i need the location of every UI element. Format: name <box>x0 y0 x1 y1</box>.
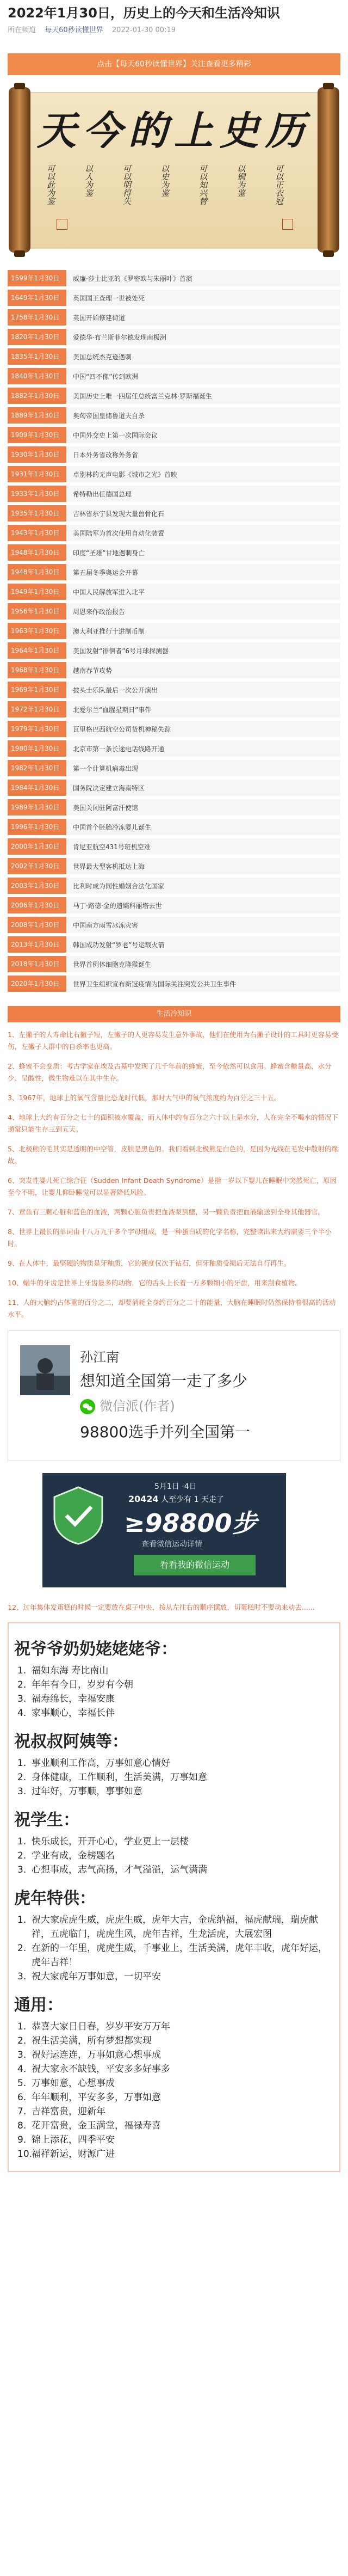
history-date: 1969年1月30日 <box>8 682 66 698</box>
history-date: 2008年1月30日 <box>8 917 66 933</box>
blessing-item <box>14 2119 334 2133</box>
history-row <box>8 858 340 874</box>
blessing-text: 学业有成，金榜题名 <box>32 1850 115 1861</box>
history-row <box>8 662 340 678</box>
blessing-item <box>14 1784 334 1799</box>
blessing-text: 祝好运连连，万事如意心想事成 <box>32 2050 161 2060</box>
trivia-note: 11、人的大脑约占体重的百分之二，却要消耗全身约百分之二十的能量，大脑在睡眠时仍然保持着很高的活动水平。 <box>8 1298 336 1318</box>
history-row <box>8 290 340 306</box>
history-date: 1930年1月30日 <box>8 446 66 463</box>
history-row <box>8 584 340 600</box>
history-row <box>8 407 340 424</box>
blessing-text: 福如东海 寿比南山 <box>32 1665 109 1676</box>
blessing-item <box>14 2062 334 2076</box>
history-row <box>8 721 340 737</box>
history-date: 1835年1月30日 <box>8 348 66 365</box>
history-row <box>8 838 340 855</box>
history-row <box>8 564 340 580</box>
scroll-verse: 以人为鉴 <box>84 164 94 197</box>
history-date: 2002年1月30日 <box>8 858 66 874</box>
history-date: 1948年1月30日 <box>8 564 66 580</box>
blessing-item <box>14 1863 334 1877</box>
avatar <box>20 1345 70 1395</box>
scroll-verses <box>46 164 301 241</box>
blessing-heading: 祝爷爷奶奶姥姥姥爷： <box>14 1640 177 1659</box>
trivia-note: 10、蜗牛的牙齿是世界上牙齿最多的动物，它的舌头上长着一万多颗细小的牙齿，用来刮食植物。 <box>8 1279 302 1287</box>
wechat-icon <box>80 1399 95 1414</box>
blessing-list <box>14 2020 334 2161</box>
history-event: 肯尼亚航空431号班机空难 <box>73 843 151 851</box>
history-date: 1649年1月30日 <box>8 290 66 306</box>
blessing-text: 花开富贵，金玉满堂，福禄寿喜 <box>32 2120 161 2131</box>
history-date: 1909年1月30日 <box>8 427 66 443</box>
history-event: 印度“圣雄”甘地遇刺身亡 <box>73 549 145 557</box>
history-event: 中国外交史上第一次国际会议 <box>73 431 158 439</box>
blessing-item <box>14 2034 334 2048</box>
history-event: 第一个计算机病毒出现 <box>73 764 139 772</box>
history-event: 美国总统杰克逊遇刺 <box>73 353 132 361</box>
history-event: 美国发射“徘徊者”6号月球探测器 <box>73 647 169 655</box>
steps-value: ≥98800步 <box>124 1508 257 1538</box>
blessing-text: 祝大家虎年万事如意，一切平安 <box>32 1971 161 1982</box>
history-date: 1984年1月30日 <box>8 780 66 796</box>
blessing-text: 恭喜大家日日春，岁岁平安万万年 <box>32 2021 170 2032</box>
blessing-text: 锦上添花，四季平安 <box>32 2135 115 2145</box>
history-row <box>8 701 340 717</box>
history-row <box>8 388 340 404</box>
blessing-text: 祝大家永不缺钱，平安多多好事多 <box>32 2064 170 2075</box>
history-event: 韩国成功发射“罗老”号运载火箭 <box>73 941 165 949</box>
blessing-text: 心想事成，志气高扬，才气溢溢，运气满满 <box>32 1864 207 1875</box>
blessing-number: 3. <box>17 1971 27 1982</box>
wechat-steps-share-image <box>8 1330 340 1596</box>
history-event: 美国历史上唯一四届任总统富兰克林·罗斯福诞生 <box>73 392 212 400</box>
blessing-text: 家事顺心，幸福长伴 <box>32 1708 115 1719</box>
history-date: 1968年1月30日 <box>8 662 66 678</box>
blessing-list <box>14 1664 334 1720</box>
blessing-text: 福寿绵长，幸福安康 <box>32 1694 115 1704</box>
scroll-verse: 可以此为鉴 <box>46 164 55 205</box>
history-date: 1758年1月30日 <box>8 309 66 326</box>
history-date: 1963年1月30日 <box>8 623 66 639</box>
red-seal-icon <box>57 219 67 230</box>
trivia-note: 7、章鱼有三颗心脏和蓝色的血液，两颗心脏负责把血液泵到鳃，另一颗负责把血液输送到全身其他器官。 <box>8 1208 325 1216</box>
blessing-number: 1. <box>17 1915 27 1925</box>
blessing-text: 福祥新运，财源广进 <box>32 2149 115 2160</box>
blessing-text: 年年顺利，平安多多，万事如意 <box>32 2092 161 2103</box>
steps-date: 5月1日 ·4日 <box>154 1482 197 1491</box>
history-event: 世界首例体细胞克隆猴诞生 <box>73 960 152 968</box>
history-event: 第五届冬季奥运会开幕 <box>73 568 139 576</box>
scroll-verse: 以史为鉴 <box>160 164 170 197</box>
history-date: 1972年1月30日 <box>8 701 66 717</box>
blessing-number: 9. <box>17 2135 27 2145</box>
scroll-verse: 可以知兴替 <box>198 164 208 205</box>
blessing-item <box>14 2090 334 2105</box>
history-event: 北京市第一条长途电话线路开通 <box>73 745 165 753</box>
history-date: 2000年1月30日 <box>8 838 66 855</box>
history-event: 澳大利亚推行十进制币制 <box>73 627 145 635</box>
trivia-notes <box>8 1029 340 1321</box>
history-event: 北爱尔兰“血腥星期日”事件 <box>73 706 152 714</box>
history-event: 威廉·莎士比亚的《罗密欧与朱丽叶》首演 <box>73 274 192 283</box>
blessing-text: 事业顺利工作高，万事如意心情好 <box>32 1758 170 1769</box>
history-date: 1956年1月30日 <box>8 603 66 620</box>
history-event: 中国南方雨雪冰冻灾害 <box>73 921 139 929</box>
history-row <box>8 799 340 815</box>
blessing-number: 3. <box>17 1864 27 1875</box>
history-event: 世界最大型客机抵达上海 <box>73 862 145 870</box>
history-row <box>8 270 340 286</box>
blessing-number: 1. <box>17 2021 27 2032</box>
history-row <box>8 976 340 992</box>
history-date: 1964年1月30日 <box>8 642 66 659</box>
steps-people-count: 20424 <box>128 1494 159 1504</box>
steps-count-line <box>128 1494 224 1505</box>
trivia-note: 6、突发性婴儿死亡综合征（Sudden Infant Death Syndrome）是指一岁以下婴儿在睡眠中突然死亡，原因至今不明，让婴儿仰卧睡觉可以显著降低风险。 <box>8 1176 337 1197</box>
scroll-verse: 以铜为鉴 <box>236 164 246 197</box>
blessing-text: 在新的一年里，虎虎生威，千事业上，生活美满，虎年丰收，虎年好运，虎年吉祥！ <box>32 1943 327 1968</box>
blessing-item <box>14 1941 334 1970</box>
certified-badge-icon <box>50 1485 107 1546</box>
trivia-note: 2、蜂蜜不会变质：考古学家在埃及古墓中发现了几千年前的蜂蜜，至今依然可以食用。蜂蜜含糖量高、水分少、呈酸性，微生物难以在其中生存。 <box>8 1062 332 1082</box>
trivia-note: 1、左撇子的人寿命比右撇子短，左撇子的人更容易发生意外事故，他们在使用为右撇子设计的工具时更容易受伤，左撇子人群中的自杀率也更高。 <box>8 1031 338 1051</box>
history-event: 奥匈帝国皇储鲁道夫自杀 <box>73 412 145 420</box>
history-date: 1840年1月30日 <box>8 368 66 384</box>
history-date: 1931年1月30日 <box>8 466 66 482</box>
history-event: 希特勒出任德国总理 <box>73 490 132 498</box>
avatar-graphic <box>20 1345 70 1395</box>
history-date: 1989年1月30日 <box>8 799 66 815</box>
history-event: 美国陆军为首次使用自动化装置 <box>73 529 165 537</box>
history-row <box>8 936 340 953</box>
blessing-item <box>14 1835 334 1849</box>
blessing-list <box>14 1835 334 1877</box>
history-row <box>8 348 340 365</box>
history-row <box>8 309 340 326</box>
history-event: 美国关闭驻阿富汗使馆 <box>73 804 139 812</box>
history-date: 1949年1月30日 <box>8 584 66 600</box>
history-date: 1996年1月30日 <box>8 819 66 835</box>
account-link[interactable]: 每天60秒读懂世界 <box>45 26 103 34</box>
blessing-heading: 祝学生： <box>14 1811 79 1830</box>
blessing-item <box>14 1664 334 1678</box>
history-row <box>8 525 340 541</box>
closing-note: 12、过年集体发蛋糕的时候一定要放在桌子中央，按从左往右的顺序摆放，切蛋糕时不要动来动去...... <box>8 1603 315 1611</box>
blessing-number: 8. <box>17 2120 27 2131</box>
follow-banner[interactable]: 点击【每天60秒读懂世界】关注查看更多精彩 <box>8 53 340 75</box>
blessing-item <box>14 2076 334 2090</box>
blessing-number: 4. <box>17 1708 27 1719</box>
blessing-heading: 通用： <box>14 1996 63 2015</box>
blessing-text: 祝生活美满，所有梦想都实现 <box>32 2035 152 2046</box>
history-event: 卓别林的无声电影《城市之光》首映 <box>73 470 178 479</box>
blessing-number: 2. <box>17 1850 27 1861</box>
blessing-number: 2. <box>17 1772 27 1783</box>
share-message-1: 想知道全国第一走了多少 <box>80 1372 248 1390</box>
blessing-item <box>14 1970 334 1984</box>
history-date: 2003年1月30日 <box>8 878 66 894</box>
history-row <box>8 780 340 796</box>
blessing-item <box>14 1756 334 1770</box>
history-row <box>8 486 340 502</box>
history-event: 披头士乐队最后一次公开演出 <box>73 686 158 694</box>
history-row <box>8 603 340 620</box>
history-event: 中国人民解放军进入北平 <box>73 588 145 596</box>
history-date: 1943年1月30日 <box>8 525 66 541</box>
share-user-name: 孙江南 <box>80 1350 119 1365</box>
history-row <box>8 427 340 443</box>
section-title: 生活冷知识 <box>8 1006 340 1022</box>
blessing-item <box>14 2048 334 2062</box>
history-row <box>8 740 340 757</box>
blessing-number: 2. <box>17 1679 27 1690</box>
scroll-title: 天今的上史历 <box>36 107 311 154</box>
history-event: 越南春节攻势 <box>73 666 113 674</box>
blessing-item <box>14 1913 334 1941</box>
blessing-number: 10. <box>17 2149 33 2160</box>
trivia-note: 3、1967年，地球上的氧气含量比恐龙时代低，那时大气中的氧气浓度约为百分之三十五。 <box>8 1094 281 1102</box>
history-row <box>8 917 340 933</box>
history-date: 1982年1月30日 <box>8 760 66 776</box>
blessing-text: 吉祥富贵，迎新年 <box>32 2106 105 2117</box>
blessing-heading: 虎年特供： <box>14 1889 96 1908</box>
history-event: 瓦里格巴西航空公司货机神秘失踪 <box>73 725 171 733</box>
history-row <box>8 878 340 894</box>
blessing-number: 3. <box>17 2050 27 2060</box>
history-event: 吉林省东宁县发现大量兽骨化石 <box>73 510 165 518</box>
steps-panel <box>42 1473 286 1587</box>
history-event: 爱德华·布兰斯菲尔德发现南极洲 <box>73 333 166 341</box>
history-event: 世界卫生组织宣布新冠疫情为国际关注突发公共卫生事件 <box>73 980 237 988</box>
history-event: 日本外务省改称外务省 <box>73 451 139 459</box>
history-list <box>8 270 340 992</box>
history-row <box>8 682 340 698</box>
red-seal-icon <box>282 219 293 230</box>
blessing-text: 快乐成长，开开心心，学业更上一层楼 <box>32 1836 189 1847</box>
history-date: 1935年1月30日 <box>8 505 66 522</box>
blessing-number: 1. <box>17 1758 27 1769</box>
blessing-item <box>14 1706 334 1720</box>
history-event: 马丁·路德·金的遗孀科丽塔去世 <box>73 901 162 910</box>
history-row <box>8 368 340 384</box>
blessing-list <box>14 1913 334 1984</box>
history-event: 英国开始修建街道 <box>73 314 126 322</box>
blessing-item <box>14 1770 334 1784</box>
history-row <box>8 446 340 463</box>
history-date: 1882年1月30日 <box>8 388 66 404</box>
history-row <box>8 642 340 659</box>
history-event: 比利时成为同性婚姻合法化国家 <box>73 882 165 890</box>
blessing-number: 1. <box>17 1665 27 1676</box>
scroll-verse: 可以正衣冠 <box>274 164 284 205</box>
scroll-verse: 可以明得失 <box>122 164 132 205</box>
history-row <box>8 505 340 522</box>
trivia-note: 4、地球上大约有百分之七十的面积被水覆盖，而人体中约有百分之六十以上是水分，人在完全不喝水的情况下通常只能生存三到五天。 <box>8 1113 338 1133</box>
steps-detail-link[interactable]: 查看微信运动详情 <box>141 1540 202 1549</box>
blessing-text: 祝大家虎虎生威，虎虎生威，虎年大吉，金虎纳福，福虎献瑞，瑞虎献祥，五虎临门，虎虎生风，虎年吉祥，生龙活虎，大展宏图 <box>32 1915 318 1940</box>
history-row <box>8 623 340 639</box>
trivia-note: 8、世界上最长的单词由十八万九千多个字母组成，是一种蛋白质的化学名称，完整读出来大约需要三个半小时。 <box>8 1228 332 1248</box>
history-date: 1948年1月30日 <box>8 544 66 561</box>
blessing-item <box>14 2133 334 2147</box>
blessing-number: 3. <box>17 1786 27 1797</box>
steps-count-suffix: 人至少有 1 天走了 <box>158 1495 224 1504</box>
trivia-note: 5、北极熊的毛其实是透明的中空管，皮肤是黑色的。我们看到北极熊是白色的，是因为光线在毛发中散射的缘故。 <box>8 1145 338 1165</box>
blessing-number: 2. <box>17 1943 27 1954</box>
history-date: 2020年1月30日 <box>8 976 66 992</box>
share-card-top <box>8 1330 340 1461</box>
blessing-number: 1. <box>17 1836 27 1847</box>
history-row <box>8 760 340 776</box>
blessing-item <box>14 2105 334 2119</box>
blessing-number: 5. <box>17 2078 27 2089</box>
blessing-number: 4. <box>17 2064 27 2075</box>
history-row <box>8 466 340 482</box>
history-date: 1889年1月30日 <box>8 407 66 424</box>
history-event: 中国首个胚胎冷冻婴儿诞生 <box>73 823 152 831</box>
article-date: 2022-01-30 00:19 <box>111 26 176 34</box>
history-date: 1599年1月30日 <box>8 270 66 286</box>
history-date: 2013年1月30日 <box>8 936 66 953</box>
blessing-item <box>14 1692 334 1706</box>
history-event: 国务院决定建立海南特区 <box>73 784 145 792</box>
history-date: 1820年1月30日 <box>8 329 66 345</box>
article-title: 2022年1月30日，历史上的今天和生活冷知识 <box>8 5 280 21</box>
history-date: 2018年1月30日 <box>8 956 66 972</box>
blessing-item <box>14 2020 334 2034</box>
history-date: 1979年1月30日 <box>8 721 66 737</box>
history-row <box>8 329 340 345</box>
blessing-list <box>14 1756 334 1799</box>
history-row <box>8 897 340 913</box>
history-event: 英国国王查理一世被处死 <box>73 294 145 302</box>
blessing-text: 过年好，万事顺，事事如意 <box>32 1786 142 1797</box>
blessing-heading: 祝叔叔阿姨等： <box>14 1732 128 1751</box>
history-date: 1933年1月30日 <box>8 486 66 502</box>
history-row <box>8 956 340 972</box>
history-date: 2006年1月30日 <box>8 897 66 913</box>
share-source <box>80 1395 175 1414</box>
blessing-item <box>14 1849 334 1863</box>
article-author: 所在频道 <box>8 26 36 34</box>
history-date: 1980年1月30日 <box>8 740 66 757</box>
trivia-note: 9、在人体中，最坚硬的物质是牙釉质，它的硬度仅次于钻石，但牙釉质受损后无法自行再生。 <box>8 1259 291 1267</box>
share-source-label: 微信派(作者) <box>100 1399 175 1414</box>
blessing-text: 年年有今日，岁岁有今朝 <box>32 1679 133 1690</box>
blessing-number: 3. <box>17 1694 27 1704</box>
history-scroll-image <box>8 83 340 257</box>
history-row <box>8 819 340 835</box>
view-my-steps-button[interactable]: 看看我的微信运动 <box>134 1555 256 1575</box>
history-event: 中国“四不像”传到欧洲 <box>73 372 139 381</box>
blessings-box <box>8 1622 340 2172</box>
blessing-text: 万事如意，心想事成 <box>32 2078 115 2089</box>
history-row <box>8 544 340 561</box>
share-message-2: 98800选手并列全国第一 <box>80 1423 251 1441</box>
blessing-number: 7. <box>17 2106 27 2117</box>
blessing-number: 6. <box>17 2092 27 2103</box>
blessing-item <box>14 2147 334 2161</box>
article-meta <box>8 24 340 37</box>
blessing-item <box>14 1678 334 1692</box>
history-event: 周恩来作政治报告 <box>73 608 126 616</box>
blessing-number: 2. <box>17 2035 27 2046</box>
blessing-text: 身体健康，工作顺利，生活美满，万事如意 <box>32 1772 207 1783</box>
